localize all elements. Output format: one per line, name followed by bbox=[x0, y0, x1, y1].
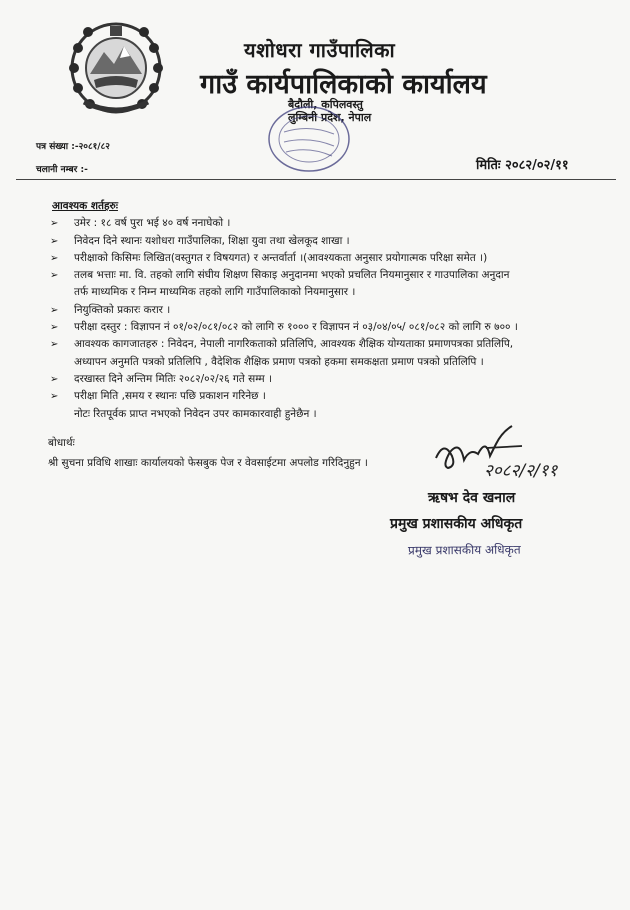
list-item-continuation: अध्यापन अनुमति पत्रको प्रतिलिपि , वैदेशिक शैक्षिक प्रमाण पत्रको हकमा समकक्षता प्रमाण पत्रको प्रतिलिपि । bbox=[74, 355, 484, 368]
arrow-bullet-icon: ➢ bbox=[50, 322, 59, 334]
reference-number: पत्र संख्या :-२०८१/८२ bbox=[36, 142, 110, 152]
list-item-continuation: तर्फ माध्यमिक र निम्न माध्यमिक तहको लागि गाउँपालिकाको नियमानुसार । bbox=[74, 286, 356, 299]
list-item: ➢ दरखास्त दिने अन्तिम मितिः २०८२/०२/२६ गते सम्म । bbox=[52, 371, 612, 388]
address-line-1: बैदौली, कपिलवस्तु bbox=[288, 98, 363, 111]
cc-item: श्री सुचना प्रविधि शाखाः कार्यालयको फेसबुक पेज र वेवसाईटमा अपलोड गरिदिनुहुन । bbox=[48, 457, 368, 469]
list-item: ➢ तलब भत्ताः मा. वि. तहको लागि संघीय शिक्षण सिकाइ अनुदानमा भएको प्रचलित नियमानुसार र गाउपालिका अनुदान bbox=[52, 267, 612, 284]
arrow-bullet-icon: ➢ bbox=[50, 391, 59, 403]
office-title: गाउँ कार्यपालिकाको कार्यालय bbox=[200, 69, 487, 100]
arrow-bullet-icon: ➢ bbox=[50, 252, 59, 264]
list-item: ➢ निवेदन दिने स्थानः यशोधरा गाउँपालिका, शिक्षा युवा तथा खेलकूद शाखा । bbox=[52, 233, 612, 250]
arrow-bullet-icon: ➢ bbox=[50, 339, 59, 351]
arrow-bullet-icon: ➢ bbox=[50, 270, 59, 282]
conditions-section bbox=[52, 198, 612, 423]
signatory-title: प्रमुख प्रशासकीय अधिकृत bbox=[390, 516, 523, 532]
list-item: ➢ परीक्षा दस्तुर : विज्ञापन नं ०१/०२/०८१/०८२ को लागि रु १००० र विज्ञापन नं ०३/०४/०५/ ०८१/०८२ को लागि रु ७०० । bbox=[52, 319, 612, 336]
conditions-heading: आवश्यक शर्तहरुः bbox=[52, 200, 118, 212]
signatory-stamp: प्रमुख प्रशासकीय अधिकृत bbox=[407, 542, 521, 558]
cc-label: बोधार्थः bbox=[48, 437, 75, 449]
list-item: ➢ परीक्षाको किसिमः लिखित(वस्तुगत र विषयगत) र अन्तर्वार्ता ।(आवश्यकता अनुसार प्रयोगात्मक परिक्षा समेत ।) bbox=[52, 250, 612, 267]
signatory-name: ऋषभ देव खनाल bbox=[428, 490, 516, 506]
nepal-emblem-icon bbox=[66, 18, 166, 118]
arrow-bullet-icon: ➢ bbox=[50, 304, 59, 316]
header-divider bbox=[16, 179, 616, 180]
arrow-bullet-icon: ➢ bbox=[50, 218, 59, 230]
signature-date: २०८२/२/११ bbox=[484, 461, 558, 481]
dispatch-number: चलानी नम्बर :- bbox=[36, 165, 88, 175]
list-item: ➢ आवश्यक कागजातहरु : निवेदन, नेपाली नागरिकताको प्रतिलिपि, आवश्यक शैक्षिक योग्यताका प्रमाणपत्रका प्रतिलिपि, bbox=[52, 336, 612, 353]
note-text: नोटः रितपूर्वक प्राप्त नभएको निवेदन उपर कामकारवाही हुनेछैन । bbox=[74, 407, 317, 420]
list-item: ➢ उमेर : १८ वर्ष पुरा भई ४० वर्ष ननाघेको । bbox=[52, 215, 612, 232]
list-item: ➢ परीक्षा मिति ,समय र स्थानः पछि प्रकाशन गरिनेछ । bbox=[52, 388, 612, 405]
arrow-bullet-icon: ➢ bbox=[50, 373, 59, 385]
arrow-bullet-icon: ➢ bbox=[50, 235, 59, 247]
office-stamp-icon bbox=[266, 104, 352, 174]
list-item: ➢ नियुक्तिको प्रकारः करार । bbox=[52, 302, 612, 319]
handwritten-signature-icon bbox=[426, 418, 616, 488]
office-name: यशोधरा गाउँपालिका bbox=[244, 38, 396, 62]
address-line-2: लुम्बिनी प्रदेश, नेपाल bbox=[288, 111, 372, 124]
letter-date: मितिः २०८२/०२/११ bbox=[476, 158, 569, 173]
